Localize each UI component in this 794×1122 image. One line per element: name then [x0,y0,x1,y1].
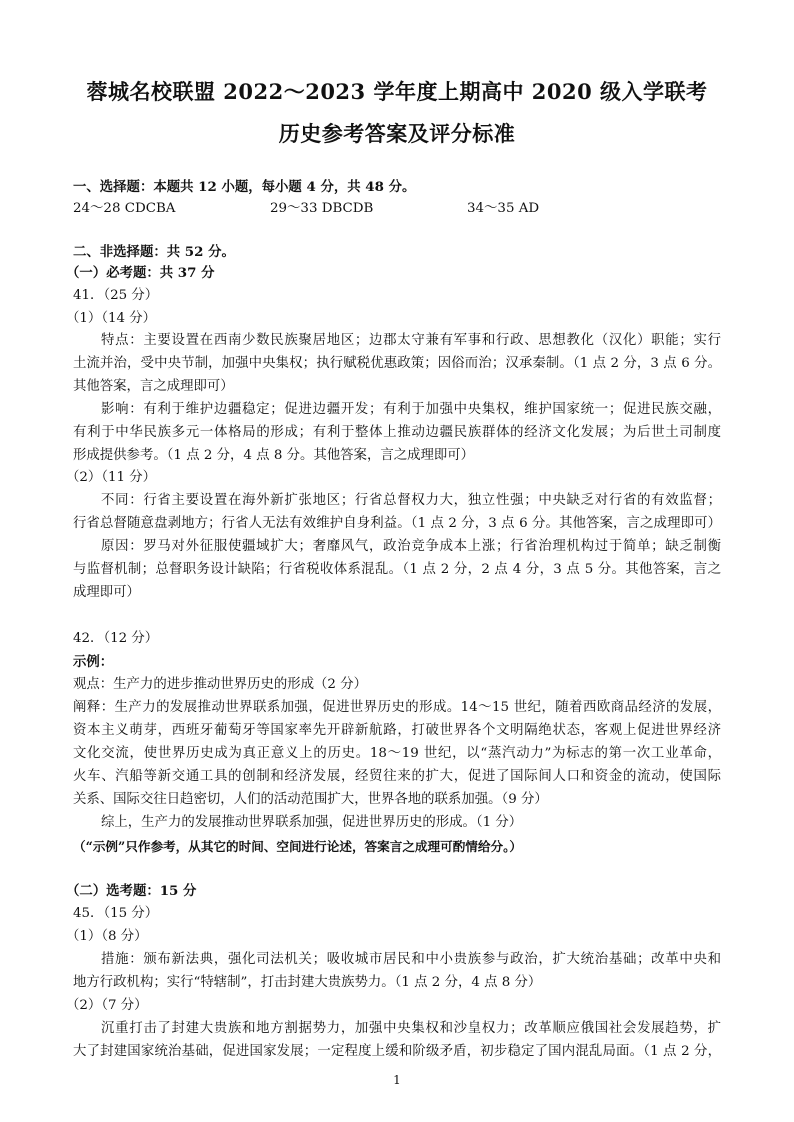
q42-explain-line: 文化交流，使世界历史成为真正意义上的历史。18～19 世纪，以“蒸汽动力”为标志的第一次工业革命， [73,746,721,761]
q45-label: 45．（15 分） [73,906,159,921]
q45-p1-line: 措施：颁布新法典，强化司法机关；吸收城市居民和中小贵族参与政治，扩大统治基础；改革中央和 [101,952,721,967]
page-subtitle: 历史参考答案及评分标准 [278,121,516,146]
q41-p3-line: 行省总督随意盘剥地方；行省人无法有效维护自身利益。（1 点 2 分，3 点 6 分。其他答案，言之成理即可） [73,516,721,531]
q41-p2-line: 形成提供参考。（1 点 2 分，4 点 8 分。其他答案，言之成理即可） [73,448,475,463]
page-number: 1 [393,1073,401,1087]
section2-heading: 二、非选择题：共 52 分。 [73,244,235,260]
q42-explain-line: 资本主义萌芽，西班牙葡萄牙等国家率先开辟新航路，打破世界各个文明隔绝状态，客观上促进世界经济 [73,723,721,738]
q41-p4-line: 与监督机制；总督职务设计缺陷；行省税收体系混乱。（1 点 2 分，2 点 4 分，3 点 5 分。其他答案，言之 [73,562,721,577]
q42-summary: 综上，生产力的发展推动世界联系加强，促进世界历史的形成。（1 分） [101,815,523,830]
part2-heading: （二）选考题：15 分 [66,883,197,899]
q41-label: 41．（25 分） [73,288,159,303]
q41-sub2-label: （2）（11 分） [66,470,157,485]
mc-answer-group-1: 24～28 CDCBA [73,201,176,216]
part1-heading: （一）必考题：共 37 分 [66,265,215,281]
q45-p1-line: 地方行政机构；实行“特辖制”，打击封建大贵族势力。（1 点 2 分，4 点 8 分） [73,975,542,990]
q41-p2-line: 有利于中华民族多元一体格局的形成；有利于整体上推动边疆民族群体的经济文化发展；为后世土司制度 [73,425,721,440]
q45-p2-line: 大了封建国家统治基础，促进国家发展；一定程度上缓和阶级矛盾，初步稳定了国内混乱局面。（1 点 2 分， [73,1044,721,1059]
mc-answer-group-3: 34～35 AD [467,201,540,216]
q42-note: （“示例”只作参考，从其它的时间、空间进行论述，答案言之成理可酌情给分。） [73,839,522,854]
q42-view: 观点：生产力的进步推动世界历史的形成（2 分） [73,677,367,692]
q42-explain-line: 关系、国际交往日趋密切，人们的活动范围扩大，世界各地的联系加强。（9 分） [73,792,548,807]
q42-example-label: 示例： [73,654,114,670]
q42-explain-line: 火车、汽船等新交通工具的创制和经济发展，经贸往来的扩大，促进了国际间人口和资金的流动，使国际 [73,769,721,784]
q45-p2-line: 沉重打击了封建大贵族和地方割据势力，加强中央集权和沙皇权力；改革顺应俄国社会发展趋势，扩 [101,1021,721,1036]
q45-sub1-label: （1）（8 分） [66,929,148,944]
q41-p4-line: 成理即可） [73,585,140,600]
q41-p3-line: 不同：行省主要设置在海外新扩张地区；行省总督权力大，独立性强；中央缺乏对行省的有效监督； [101,493,721,508]
q41-p2-line: 影响：有利于维护边疆稳定；促进边疆开发；有利于加强中央集权，维护国家统一；促进民族交融， [101,402,721,417]
q41-sub1-label: （1）（14 分） [66,311,157,326]
mc-answer-group-2: 29～33 DBCDB [270,201,374,216]
q41-p1-line: 特点：主要设置在西南少数民族聚居地区；边郡太守兼有军事和行政、思想教化（汉化）职能；实行 [101,333,721,348]
q42-label: 42．（12 分） [73,631,159,646]
page-title: 蓉城名校联盟 2022～2023 学年度上期高中 2020 级入学联考 [86,79,708,104]
q41-p4-line: 原因：罗马对外征服使疆域扩大；奢靡风气，政治竞争成本上涨；行省治理机构过于简单；缺乏制衡 [101,539,721,554]
section1-heading: 一、选择题：本题共 12 小题，每小题 4 分，共 48 分。 [73,179,416,195]
q42-explain-line: 阐释：生产力的发展推动世界联系加强，促进世界历史的形成。14～15 世纪，随着西欧商品经济的发展， [73,700,721,715]
q41-p1-line: 其他答案，言之成理即可） [73,379,234,394]
q45-sub2-label: （2）（7 分） [66,998,148,1013]
q41-p1-line: 土流并治，受中央节制，加强中央集权；执行赋税优惠政策；因俗而治；汉承秦制。（1 点 2 分，3 点 6 分。 [73,356,721,371]
